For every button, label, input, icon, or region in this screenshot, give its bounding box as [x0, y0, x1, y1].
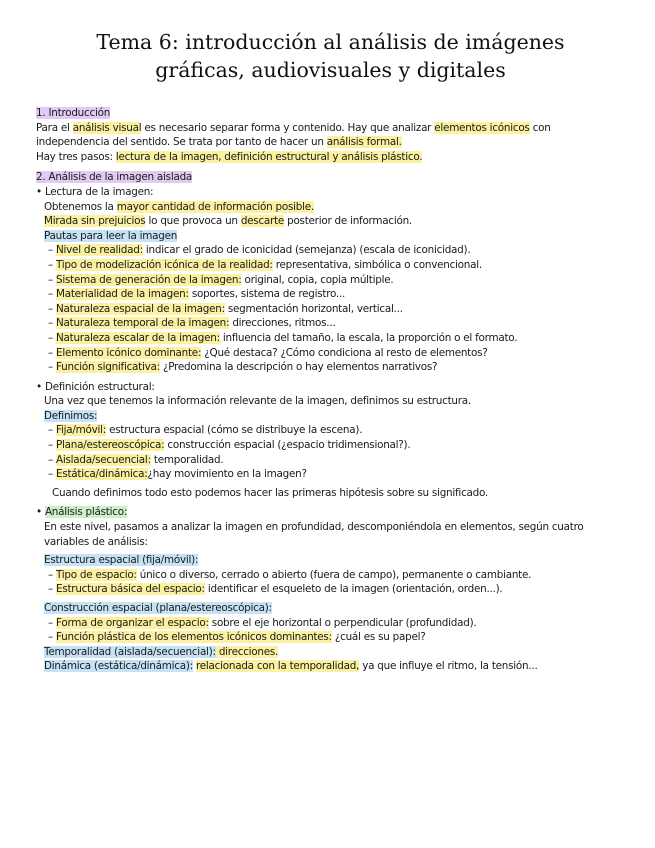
list-item: – Tipo de modelización icónica de la realidad: representativa, simbólica o convencional. — [36, 258, 625, 273]
list-item: – Aislada/secuencial: temporalidad. — [36, 453, 625, 468]
lectura-line-1: Obtenemos la mayor cantidad de información posible. — [44, 200, 314, 213]
definicion-closing: Cuando definimos todo esto podemos hacer las primeras hipótesis sobre su significado. — [52, 486, 488, 499]
list-item: – Elemento icónico dominante: ¿Qué destaca? ¿Cómo condiciona al resto de elementos? — [36, 346, 625, 361]
notes-body — [36, 106, 625, 674]
lectura-title: • Lectura de la imagen: — [36, 185, 625, 200]
list-item: – Sistema de generación de la imagen: original, copia, copia múltiple. — [36, 273, 625, 288]
construccion-espacial-heading: Construcción espacial (plana/estereoscópica): — [44, 602, 272, 614]
lectura-line-2: Mirada sin prejuicios lo que provoca un descarte posterior de información. — [44, 215, 412, 228]
list-item: – Tipo de espacio: único o diverso, cerrado o abierto (fuera de campo), permanente o cambiante. — [36, 568, 625, 583]
definicion-intro: Una vez que tenemos la información relevante de la imagen, definimos su estructura. — [44, 395, 471, 408]
plastico-title: • Análisis plástico: — [36, 505, 625, 520]
title-line-2: gráficas, audiovisuales y digitales — [155, 58, 506, 82]
list-item: – Naturaleza espacial de la imagen: segmentación horizontal, vertical... — [36, 302, 625, 317]
section-1-heading: 1. Introducción — [36, 107, 111, 119]
list-item: – Plana/estereoscópica: construcción espacial (¿espacio tridimensional?). — [36, 438, 625, 453]
section-2-heading: 2. Análisis de la imagen aislada — [36, 171, 193, 184]
title-line-1: Tema 6: introducción al análisis de imágenes — [96, 30, 565, 54]
pautas-list — [36, 243, 625, 374]
list-item: – Naturaleza escalar de la imagen: influencia del tamaño, la escala, la proporción o el formato. — [36, 331, 625, 346]
list-item: – Función plástica de los elementos icónicos dominantes: ¿cuál es su papel? — [36, 630, 625, 645]
list-item: – Forma de organizar el espacio: sobre el eje horizontal o perpendicular (profundidad). — [36, 616, 625, 631]
intro-paragraph: Para el análisis visual es necesario separar forma y contenido. Hay que analizar elementos icónicos con independencia del sentido. Se trata por tanto de hacer un análisis formal. — [36, 121, 551, 149]
pautas-heading: Pautas para leer la imagen — [44, 229, 178, 242]
list-item: – Función significativa: ¿Predomina la descripción o hay elementos narrativos? — [36, 360, 625, 375]
page-title — [36, 28, 625, 84]
definicion-title: • Definición estructural: — [36, 380, 625, 395]
definimos-list — [36, 423, 625, 481]
list-item: – Materialidad de la imagen: soportes, sistema de registro... — [36, 287, 625, 302]
list-item: – Fija/móvil: estructura espacial (cómo se distribuye la escena). — [36, 423, 625, 438]
plastico-intro: En este nivel, pasamos a analizar la imagen en profundidad, descomponiéndola en elementos, según cuatro variables de análisis: — [44, 521, 584, 548]
list-item: – Naturaleza temporal de la imagen: direcciones, ritmos... — [36, 316, 625, 331]
estructura-espacial-heading: Estructura espacial (fija/móvil): — [44, 554, 199, 567]
list-item: – Estructura básica del espacio: identificar el esqueleto de la imagen (orientación, orden...). — [36, 582, 625, 597]
definimos-heading: Definimos: — [44, 409, 98, 422]
temporalidad-line: Temporalidad (aislada/secuencial): direcciones. — [44, 645, 279, 658]
three-steps-line: Hay tres pasos: lectura de la imagen, definición estructural y análisis plástico. — [36, 150, 423, 163]
list-item: – Nivel de realidad: indicar el grado de iconicidad (semejanza) (escala de iconicidad). — [36, 243, 625, 258]
list-item: – Estática/dinámica:¿hay movimiento en la imagen? — [36, 467, 625, 482]
dinamica-line: Dinámica (estática/dinámica): relacionada con la temporalidad, ya que influye el ritmo, la tensión... — [44, 660, 538, 673]
